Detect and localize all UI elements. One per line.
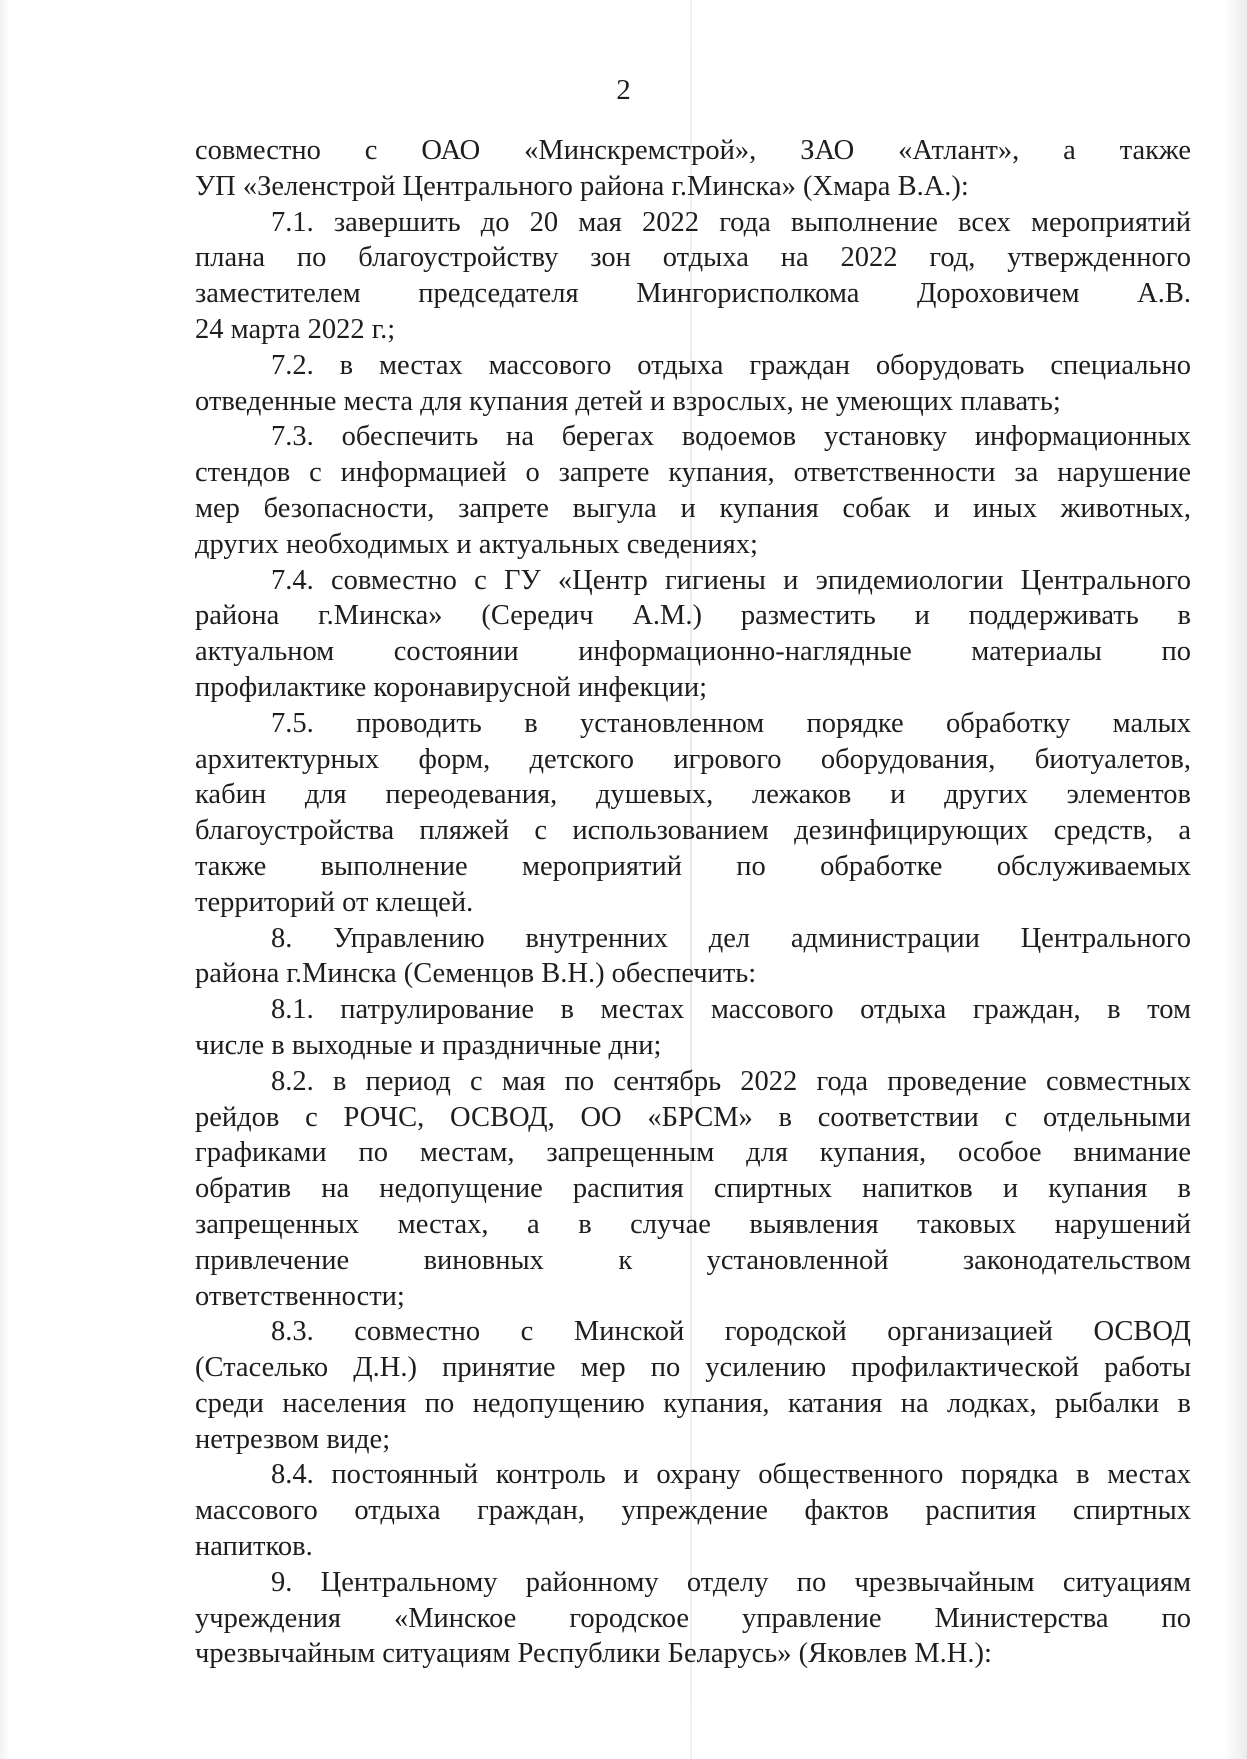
text-line: числе в выходные и праздничные дни; bbox=[195, 1029, 662, 1061]
text-line: УП «Зеленстрой Центрального района г.Минска» (Хмара В.А.): bbox=[195, 170, 969, 202]
text-line: массового отдыха граждан, упреждение фактов распития спиртных bbox=[195, 1495, 1191, 1527]
text-line: мер безопасности, запрете выгула и купания собак и иных животных, bbox=[195, 492, 1191, 524]
paragraph-first-line: 8.3. совместно с Минской городской организацией ОСВОД bbox=[271, 1316, 1191, 1348]
text-line: актуальном состоянии информационно-наглядные материалы по bbox=[195, 636, 1191, 668]
text-line: привлечение виновных к установленной законодательством bbox=[195, 1244, 1191, 1276]
paragraph-first-line: 8.4. постоянный контроль и охрану общественного порядка в местах bbox=[271, 1459, 1191, 1491]
text-line: 24 марта 2022 г.; bbox=[195, 313, 396, 345]
text-line: территорий от клещей. bbox=[195, 886, 474, 918]
scan-right-edge bbox=[1225, 0, 1247, 1759]
text-line: профилактике коронавирусной инфекции; bbox=[195, 671, 707, 703]
text-line: плана по благоустройству зон отдыха на 2022 год, утвержденного bbox=[195, 242, 1191, 274]
text-line: совместно с ОАО «Минскремстрой», ЗАО «Атлант», а также bbox=[195, 135, 1191, 166]
paragraph-first-line: 7.5. проводить в установленном порядке обработку малых bbox=[271, 707, 1191, 739]
text-line: среди населения по недопущению купания, катания на лодках, рыбалки в bbox=[195, 1387, 1191, 1419]
paragraph-first-line: 8. Управлению внутренних дел администрации Центрального bbox=[271, 922, 1191, 954]
text-line: запрещенных местах, а в случае выявления таковых нарушений bbox=[195, 1208, 1191, 1240]
text-line: благоустройства пляжей с использованием дезинфицирующих средств, а bbox=[195, 815, 1191, 847]
paragraph-first-line: 7.1. завершить до 20 мая 2022 года выполнение всех мероприятий bbox=[271, 206, 1191, 238]
text-line: учреждения «Минское городское управление Министерства по bbox=[195, 1602, 1191, 1634]
text-line: архитектурных форм, детского игрового оборудования, биотуалетов, bbox=[195, 743, 1191, 775]
text-line: графиками по местам, запрещенным для купания, особое внимание bbox=[195, 1137, 1191, 1169]
text-line: напитков. bbox=[195, 1531, 313, 1563]
document-body bbox=[195, 133, 1191, 1672]
text-line: отведенные места для купания детей и взрослых, не умеющих плавать; bbox=[195, 385, 1061, 417]
text-line: обратив на недопущение распития спиртных напитков и купания в bbox=[195, 1173, 1191, 1205]
text-line: нетрезвом виде; bbox=[195, 1423, 391, 1455]
text-line: чрезвычайным ситуациям Республики Беларусь» (Яковлев М.Н.): bbox=[195, 1638, 992, 1670]
paragraph-first-line: 8.2. в период с мая по сентябрь 2022 года проведение совместных bbox=[271, 1065, 1191, 1097]
text-line: района г.Минска (Семенцов В.Н.) обеспечить: bbox=[195, 958, 757, 990]
text-line: других необходимых и актуальных сведениях; bbox=[195, 528, 758, 560]
paragraph-first-line: 9. Центральному районному отделу по чрезвычайным ситуациям bbox=[271, 1566, 1191, 1598]
scan-left-edge bbox=[0, 0, 10, 1759]
text-line: рейдов с РОЧС, ОСВОД, ОО «БРСМ» в соответствии с отдельными bbox=[195, 1101, 1191, 1133]
text-line: (Стаселько Д.Н.) принятие мер по усилению профилактической работы bbox=[195, 1352, 1191, 1384]
paragraph-first-line: 7.4. совместно с ГУ «Центр гигиены и эпидемиологии Центрального bbox=[271, 564, 1191, 596]
text-line: стендов с информацией о запрете купания, ответственности за нарушение bbox=[195, 457, 1191, 489]
paragraph-first-line: 7.2. в местах массового отдыха граждан оборудовать специально bbox=[271, 349, 1191, 381]
page-number: 2 bbox=[616, 74, 631, 106]
text-line: района г.Минска» (Середич А.М.) разместить и поддерживать в bbox=[195, 600, 1191, 632]
paragraph-first-line: 8.1. патрулирование в местах массового отдыха граждан, в том bbox=[271, 994, 1191, 1026]
text-line: также выполнение мероприятий по обработке обслуживаемых bbox=[195, 850, 1191, 882]
text-line: ответственности; bbox=[195, 1280, 405, 1312]
text-line: заместителем председателя Мингорисполкома Дороховичем А.В. bbox=[195, 278, 1191, 310]
text-line: кабин для переодевания, душевых, лежаков и других элементов bbox=[195, 779, 1191, 811]
paragraph-first-line: 7.3. обеспечить на берегах водоемов установку информационных bbox=[271, 421, 1191, 453]
